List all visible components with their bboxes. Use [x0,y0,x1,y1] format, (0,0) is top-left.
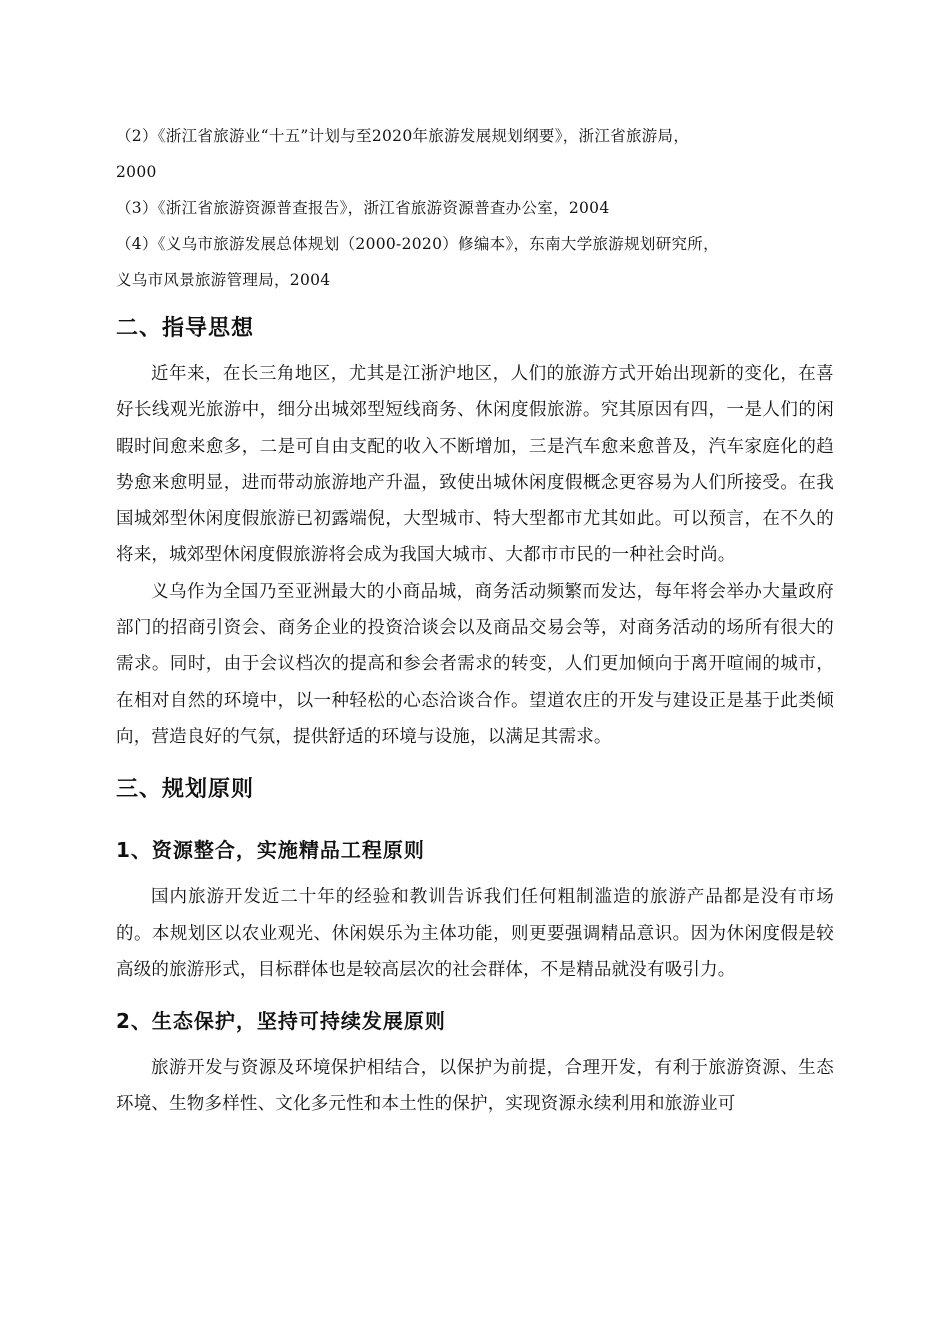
reference-list [116,118,834,298]
body-paragraph: 国内旅游开发近二十年的经验和教训告诉我们任何粗制滥造的旅游产品都是没有市场的。本规划区以农业观光、休闲娱乐为主体功能，则更要强调精品意识。因为休闲度假是较高级的旅游形式，目标群体也是较高层次的社会群体，不是精品就没有吸引力。 [116,887,834,980]
body-paragraph: 旅游开发与资源及环境保护相结合，以保护为前提，合理开发，有利于旅游资源、生态环境、生物多样性、文化多元性和本土性的保护，实现资源永续利用和旅游业可 [116,1058,834,1115]
reference-text: （2）《浙江省旅游业“十五”计划与至2020年旅游发展规划纲要》，浙江省旅游局， [116,127,690,145]
reference-item [116,226,834,298]
reference-item [116,118,834,190]
section-heading: 三、规划原则 [116,777,255,803]
reference-text: 2000 [116,163,157,181]
body-paragraph: 义乌作为全国乃至亚洲最大的小商品城，商务活动频繁而发达，每年将会举办大量政府部门的招商引资会、商务企业的投资洽谈会以及商品交易会等，对商务活动的场所有很大的需求。同时，由于会议档次的提高和参会者需求的转变，人们更加倾向于离开喧闹的城市，在相对自然的环境中，以一种轻松的心态洽谈合作。望道农庄的开发与建设正是基于此类倾向，营造良好的气氛，提供舒适的环境与设施，以满足其需求。 [116,581,834,747]
subsection-heading: 2、生态保护，坚持可持续发展原则 [116,1009,446,1034]
body-paragraph: 近年来，在长三角地区，尤其是江浙沪地区，人们的旅游方式开始出现新的变化，在喜好长线观光旅游中，细分出城郊型短线商务、休闲度假旅游。究其原因有四，一是人们的闲暇时间愈来愈多，二是可自由支配的收入不断增加，三是汽车愈来愈普及，汽车家庭化的趋势愈来愈明显，进而带动旅游地产升温，致使出城休闲度假概念更容易为人们所接受。在我国城郊型休闲度假旅游已初露端倪，大型城市、特大型都市尤其如此。可以预言，在不久的将来，城郊型休闲度假旅游将会成为我国大城市、大都市市民的一种社会时尚。 [116,364,834,566]
reference-text: （3）《浙江省旅游资源普查报告》，浙江省旅游资源普查办公室，2004 [116,199,610,217]
reference-text: 义乌市风景旅游管理局，2004 [116,271,331,289]
reference-text: （4）《义乌市旅游发展总体规划（2000-2020）修编本》，东南大学旅游规划研究所， [116,235,719,253]
section-heading: 二、指导思想 [116,316,255,341]
reference-item [116,190,834,226]
document-page [116,118,834,1123]
subsection-heading: 1、资源整合，实施精品工程原则 [116,838,425,863]
